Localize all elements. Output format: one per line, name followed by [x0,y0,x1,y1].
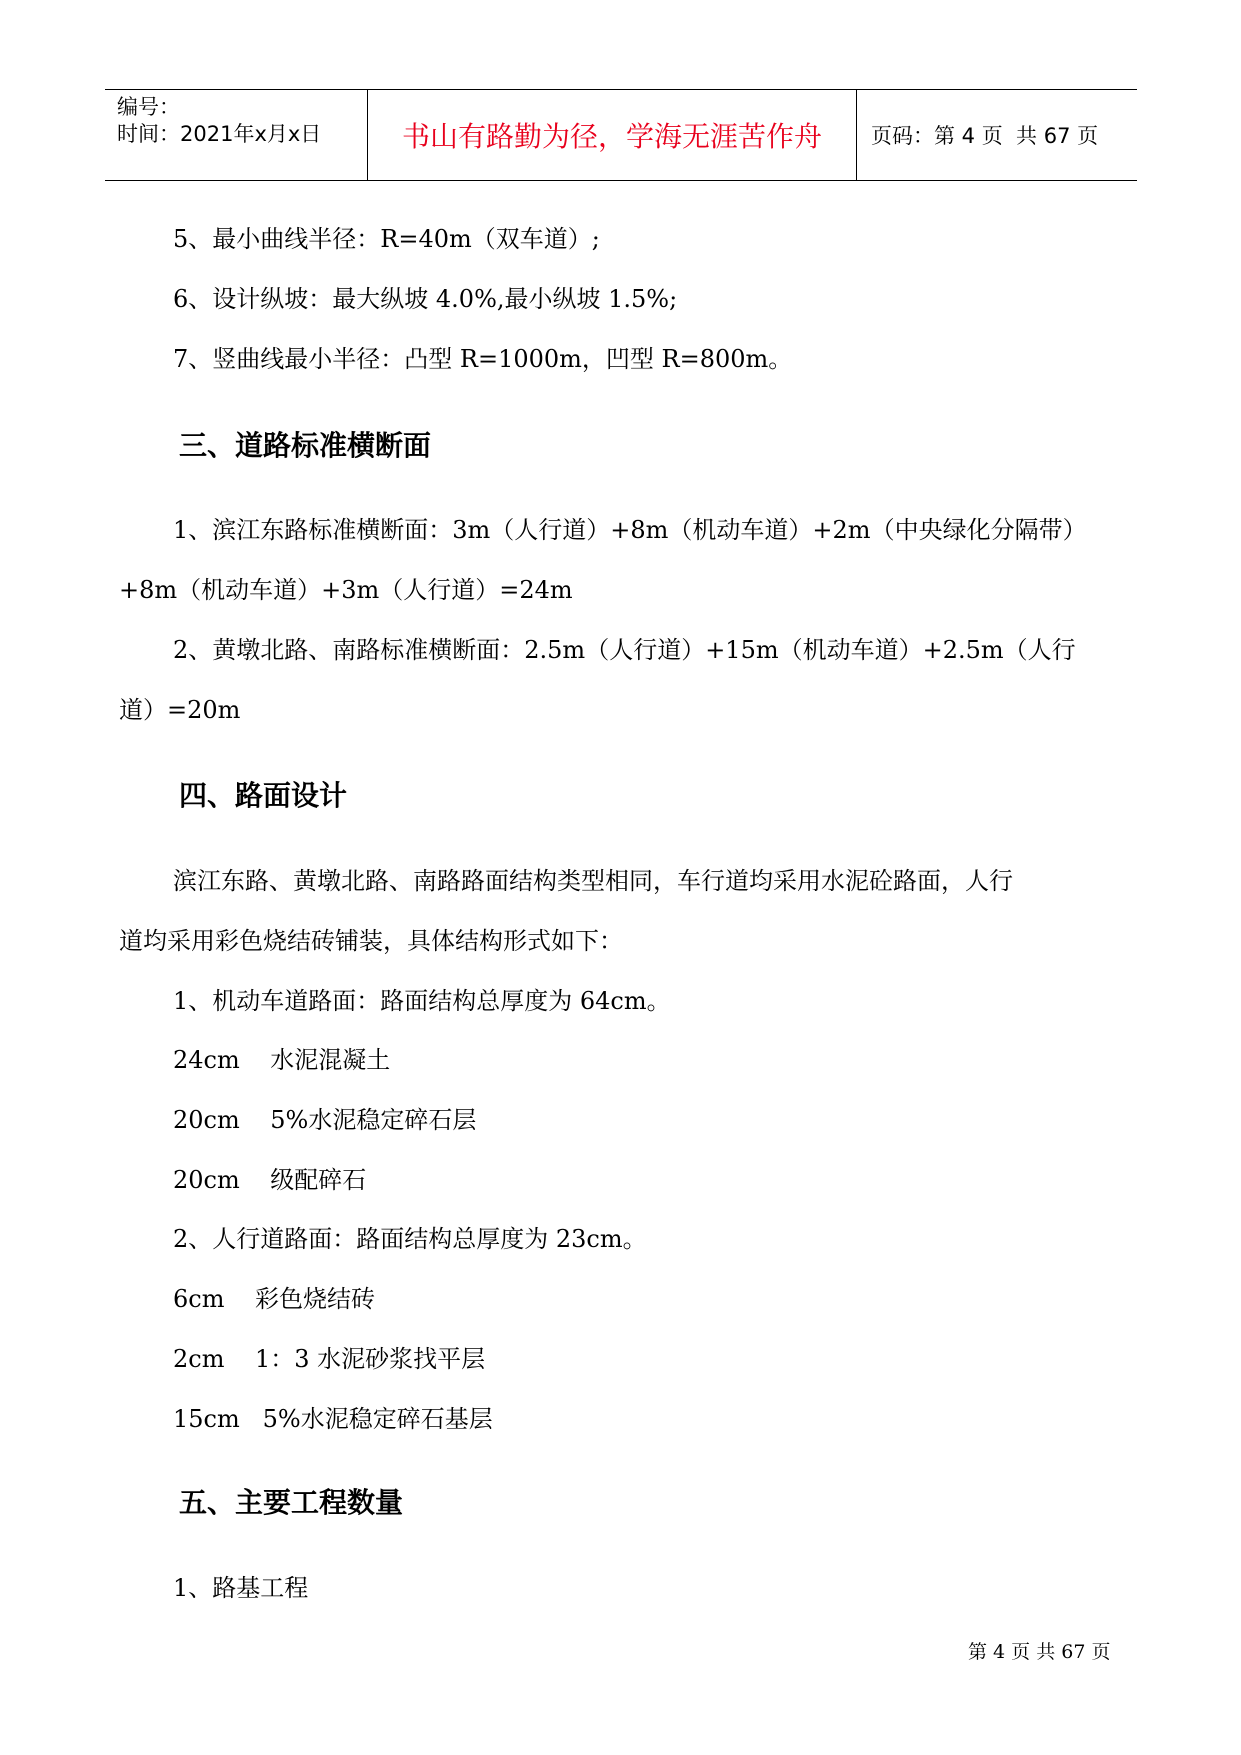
header-divider [367,90,368,180]
paragraph-line: 2、人行道路面：路面结构总厚度为 23cm。 [173,1225,647,1253]
paragraph-line: 道均采用彩色烧结砖铺装，具体结构形式如下： [119,927,623,955]
section-heading: 四、路面设计 [179,779,348,812]
paragraph-line: 24cm 水泥混凝土 [173,1046,391,1074]
document-time-label: 时间：2021年x月x日 [117,122,322,146]
header-divider [856,90,857,180]
paragraph-line: 15cm 5%水泥稳定碎石基层 [173,1405,493,1433]
paragraph-line: 20cm 5%水泥稳定碎石层 [173,1106,477,1134]
page-footer: 第 4 页 共 67 页 [968,1641,1111,1663]
paragraph-line: 滨江东路、黄墩北路、南路路面结构类型相同，车行道均采用水泥砼路面，人行 [173,867,1013,895]
document-number-label: 编号： [117,95,180,119]
paragraph-line: 道）=20m [119,696,241,724]
paragraph-line: 1、路基工程 [173,1574,309,1602]
paragraph-line: 6、设计纵坡：最大纵坡 4.0%,最小纵坡 1.5%; [173,285,678,313]
page-header [105,89,1137,181]
paragraph-line: 5、最小曲线半径：R=40m（双车道）; [173,225,600,253]
paragraph-line: 7、竖曲线最小半径：凸型 R=1000m，凹型 R=800m。 [173,345,793,373]
paragraph-line: 2cm 1：3 水泥砂浆找平层 [173,1345,486,1373]
section-heading: 五、主要工程数量 [179,1486,404,1519]
paragraph-line: +8m（机动车道）+3m（人行道）=24m [119,576,573,604]
paragraph-line: 20cm 级配碎石 [173,1166,367,1194]
paragraph-line: 2、黄墩北路、南路标准横断面：2.5m（人行道）+15m（机动车道）+2.5m（人行 [173,636,1076,664]
header-meta [117,94,367,148]
header-page-number: 页码：第 4 页 共 67 页 [871,123,1099,148]
header-motto: 书山有路勤为径，学海无涯苦作舟 [401,119,822,153]
paragraph-line: 1、机动车道路面：路面结构总厚度为 64cm。 [173,987,671,1015]
paragraph-line: 6cm 彩色烧结砖 [173,1285,375,1313]
section-heading: 三、道路标准横断面 [179,429,432,462]
paragraph-line: 1、滨江东路标准横断面：3m（人行道）+8m（机动车道）+2m（中央绿化分隔带） [173,516,1087,544]
